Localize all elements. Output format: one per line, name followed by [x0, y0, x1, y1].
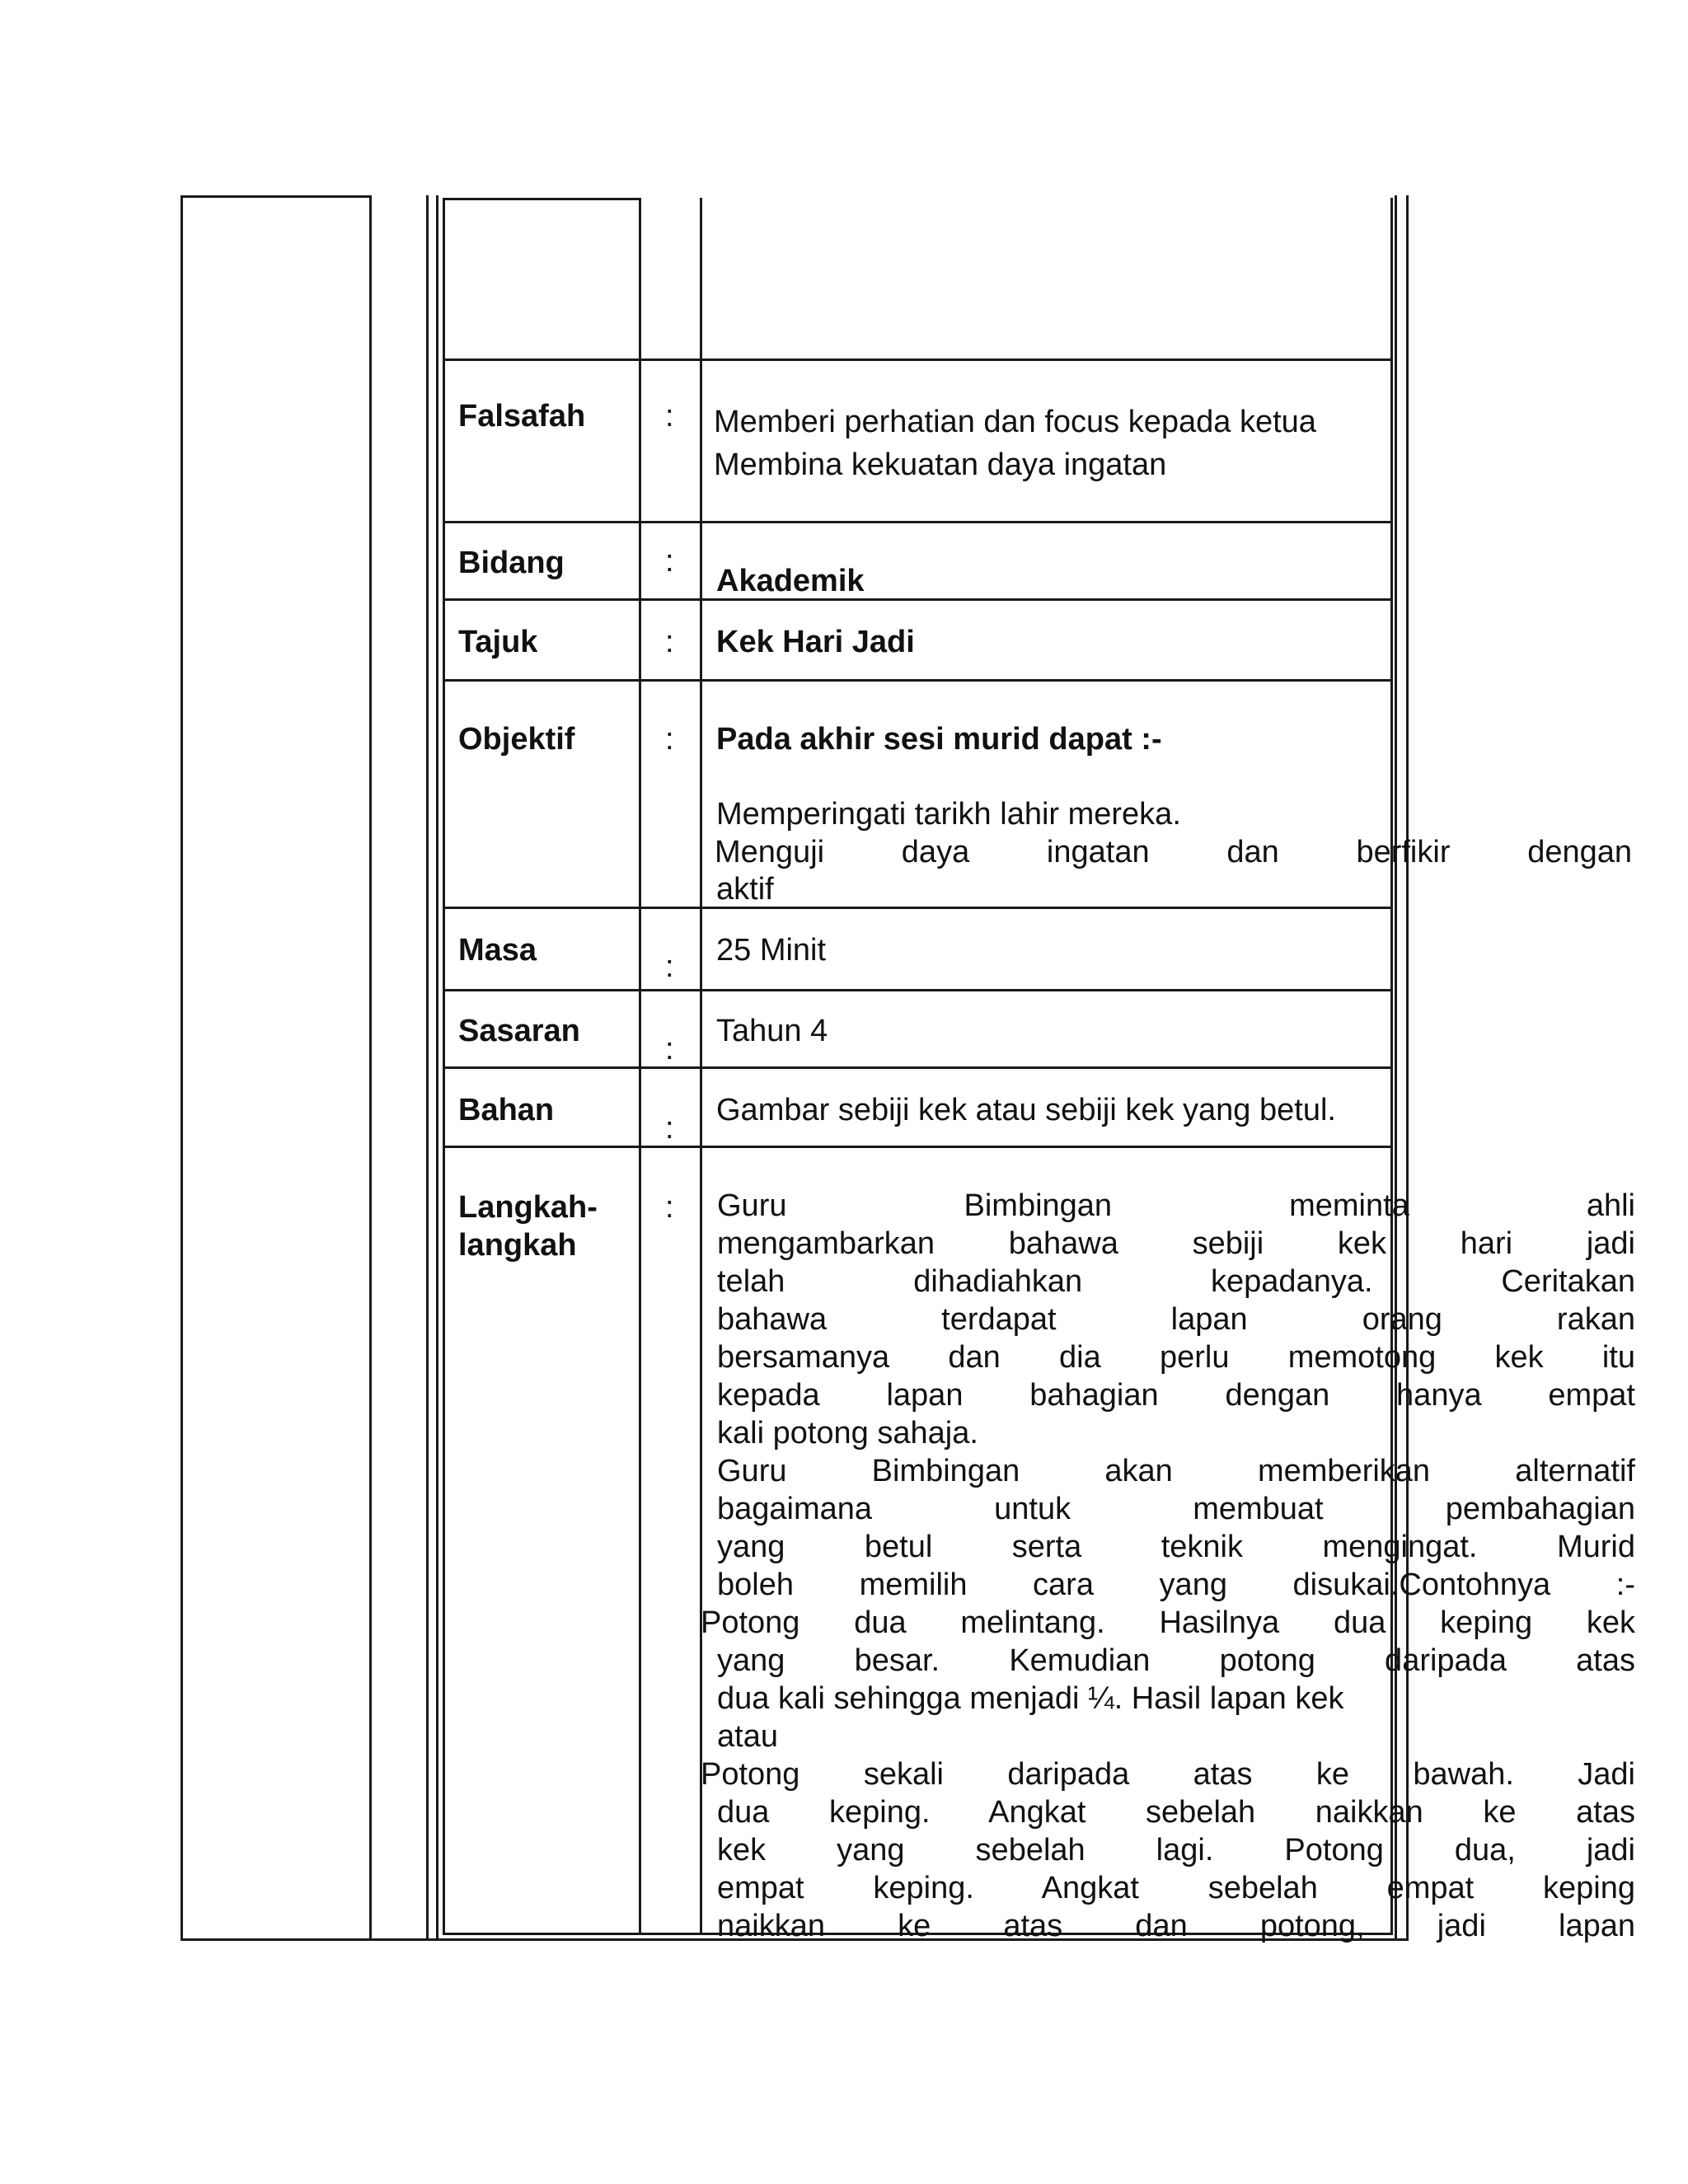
falsafah-label: Falsafah	[458, 399, 586, 434]
row-sep-masa	[443, 907, 1393, 909]
row-sep-langkah	[443, 1146, 1393, 1148]
tajuk-colon: :	[665, 625, 674, 659]
outer-left-line-2	[436, 195, 438, 1941]
langkah-label-line-1: Langkah-	[458, 1190, 598, 1225]
objektif-colon: :	[665, 722, 674, 757]
step-line: telah dihadiahkan kepadanya. Ceritakan	[717, 1264, 1635, 1299]
step-line: Potong dua melintang. Hasilnya dua keping kek	[701, 1605, 1635, 1640]
step-line: yang betul serta teknik mengingat. Murid	[717, 1530, 1635, 1564]
step-line: kali potong sahaja.	[717, 1416, 978, 1451]
row-sep-bidang	[443, 521, 1393, 523]
step-line: Guru Bimbingan akan memberikan alternatif	[717, 1454, 1635, 1488]
falsafah-line-2: Membina kekuatan daya ingatan	[714, 448, 1167, 482]
objektif-heading: Pada akhir sesi murid dapat :-	[716, 722, 1162, 757]
row-sep-tajuk	[443, 598, 1393, 601]
row-sep-bahan	[443, 1066, 1393, 1069]
tajuk-label: Tajuk	[458, 625, 538, 659]
left-box-top	[181, 195, 372, 198]
step-line: bagaimana untuk membuat pembahagian	[717, 1492, 1635, 1526]
inner-top-label-border	[443, 198, 641, 200]
objektif-line-3: aktif	[716, 872, 774, 907]
bahan-colon: :	[665, 1111, 674, 1146]
falsafah-line-1: Memberi perhatian dan focus kepada ketua	[714, 405, 1316, 439]
step-line: kek yang sebelah lagi. Potong dua, jadi	[717, 1833, 1635, 1868]
objektif-line-2: Menguji daya ingatan dan berfikir dengan	[715, 835, 1632, 869]
step-line: mengambarkan bahawa sebiji kek hari jadi	[717, 1226, 1635, 1261]
step-line: boleh memilih cara yang disukai.Contohnya :-	[717, 1568, 1635, 1602]
bahan-value: Gambar sebiji kek atau sebiji kek yang betul.	[716, 1093, 1336, 1127]
row-sep-sasaran	[443, 989, 1393, 991]
outer-left-line-1	[426, 195, 429, 1941]
left-box-right	[369, 195, 372, 1941]
step-line: naikkan ke atas dan potong, jadi lapan	[717, 1909, 1635, 1943]
masa-colon: :	[665, 949, 674, 984]
bidang-colon: :	[665, 544, 674, 579]
langkah-colon: :	[665, 1190, 674, 1225]
step-line: bahawa terdapat lapan orang rakan	[717, 1302, 1635, 1337]
row-sep-falsafah	[443, 359, 1393, 361]
sasaran-label: Sasaran	[458, 1014, 580, 1048]
step-line: yang besar. Kemudian potong daripada atas	[717, 1643, 1635, 1678]
step-line: empat keping. Angkat sebelah empat keping	[717, 1871, 1635, 1905]
bidang-label: Bidang	[458, 546, 565, 580]
sasaran-value: Tahun 4	[716, 1014, 828, 1048]
tajuk-value: Kek Hari Jadi	[716, 625, 915, 659]
step-line: kepada lapan bahagian dengan hanya empat	[717, 1378, 1635, 1413]
step-line: Potong sekali daripada atas ke bawah. Jadi	[701, 1757, 1635, 1792]
step-line: bersamanya dan dia perlu memotong kek itu	[717, 1340, 1635, 1375]
masa-label: Masa	[458, 933, 537, 968]
left-box-left	[181, 195, 183, 1941]
step-line: atau	[717, 1719, 778, 1754]
step-line: dua keping. Angkat sebelah naikkan ke atas	[717, 1795, 1635, 1830]
step-line: Guru Bimbingan meminta ahli	[717, 1188, 1635, 1223]
step-line: dua kali sehingga menjadi ¼. Hasil lapan kek	[717, 1681, 1344, 1716]
objektif-label: Objektif	[458, 722, 575, 757]
objektif-line-1: Memperingati tarikh lahir mereka.	[716, 797, 1181, 832]
langkah-steps	[701, 1187, 1635, 1945]
bahan-label: Bahan	[458, 1093, 555, 1127]
sasaran-colon: :	[665, 1032, 674, 1066]
row-sep-objektif	[443, 679, 1393, 682]
falsafah-colon: :	[665, 399, 674, 434]
langkah-label-line-2: langkah	[458, 1228, 577, 1263]
masa-value: 25 Minit	[716, 933, 827, 968]
bidang-value: Akademik	[716, 564, 865, 598]
